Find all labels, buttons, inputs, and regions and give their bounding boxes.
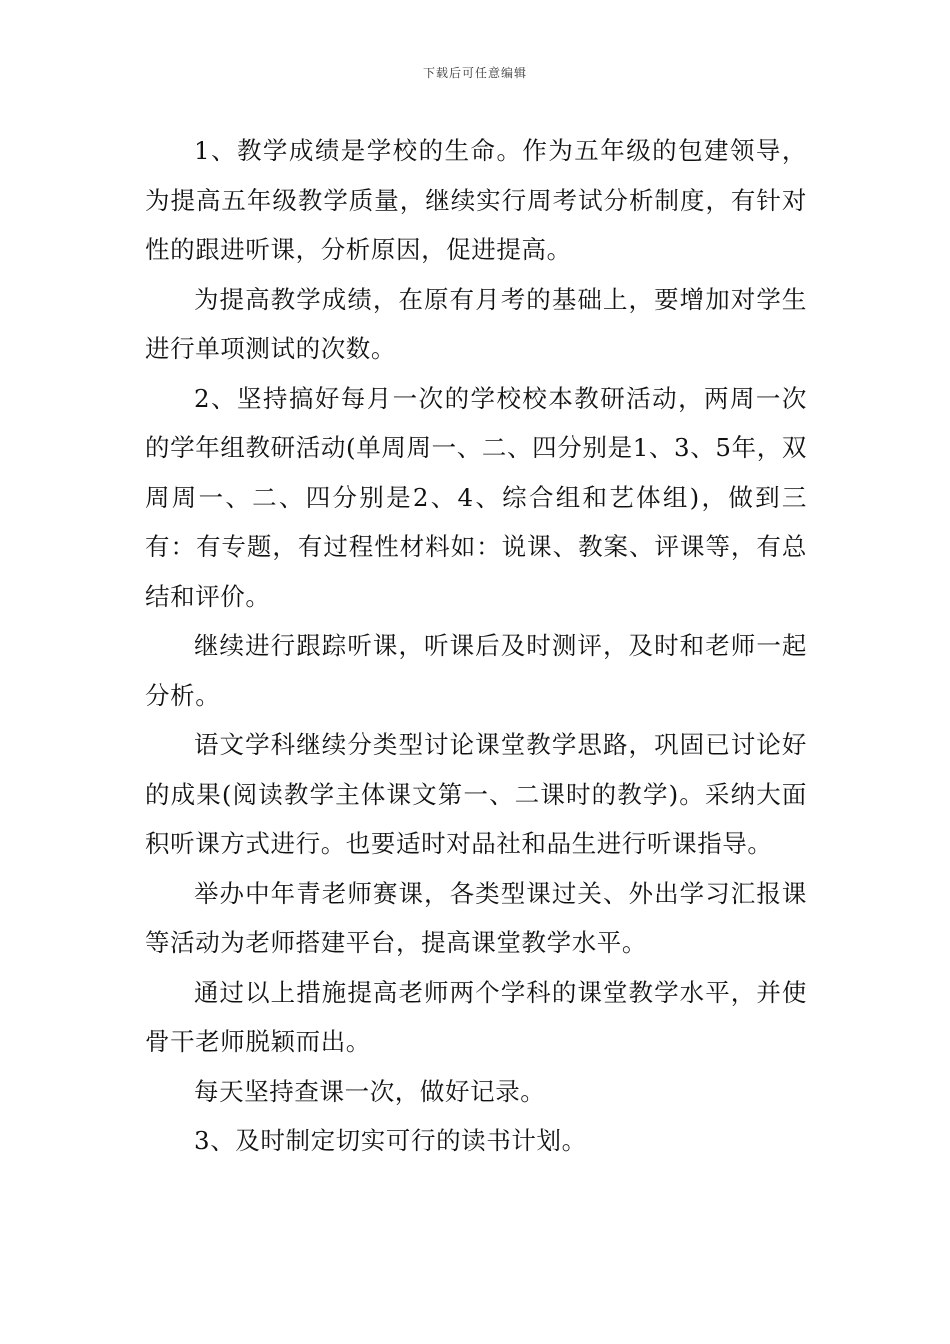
- paragraph: 每天坚持查课一次，做好记录。: [194, 1076, 546, 1106]
- paragraph: 2、坚持搞好每月一次的学校校本教研活动，两周一次的学年组教研活动(单周周一、二、四分别是1、3、5年，双周周一、二、四分别是2、4、综合组和艺体组)，做到三有：有专题，有过程性材料如：说课、教案、评课等，有总结和评价。: [145, 383, 807, 611]
- paragraph: 语文学科继续分类型讨论课堂教学思路，巩固已讨论好的成果(阅读教学主体课文第一、二课时的教学)。采纳大面积听课方式进行。也要适时对品社和品生进行听课指导。: [145, 730, 807, 858]
- paragraph: 为提高教学成绩，在原有月考的基础上，要增加对学生进行单项测试的次数。: [145, 284, 807, 363]
- document-body: [145, 126, 807, 1166]
- page-header: 下载后可任意编辑: [422, 66, 527, 80]
- paragraph: 1、教学成绩是学校的生命。作为五年级的包建领导，为提高五年级教学质量，继续实行周考试分析制度，有针对性的跟进听课，分析原因，促进提高。: [145, 136, 807, 264]
- paragraph: 举办中年青老师赛课，各类型课过关、外出学习汇报课等活动为老师搭建平台，提高课堂教学水平。: [145, 878, 807, 957]
- paragraph: 继续进行跟踪听课，听课后及时测评，及时和老师一起分析。: [145, 631, 807, 710]
- paragraph: 3、及时制定切实可行的读书计划。: [194, 1126, 587, 1155]
- paragraph: 通过以上措施提高老师两个学科的课堂教学水平，并使骨干老师脱颖而出。: [145, 977, 807, 1056]
